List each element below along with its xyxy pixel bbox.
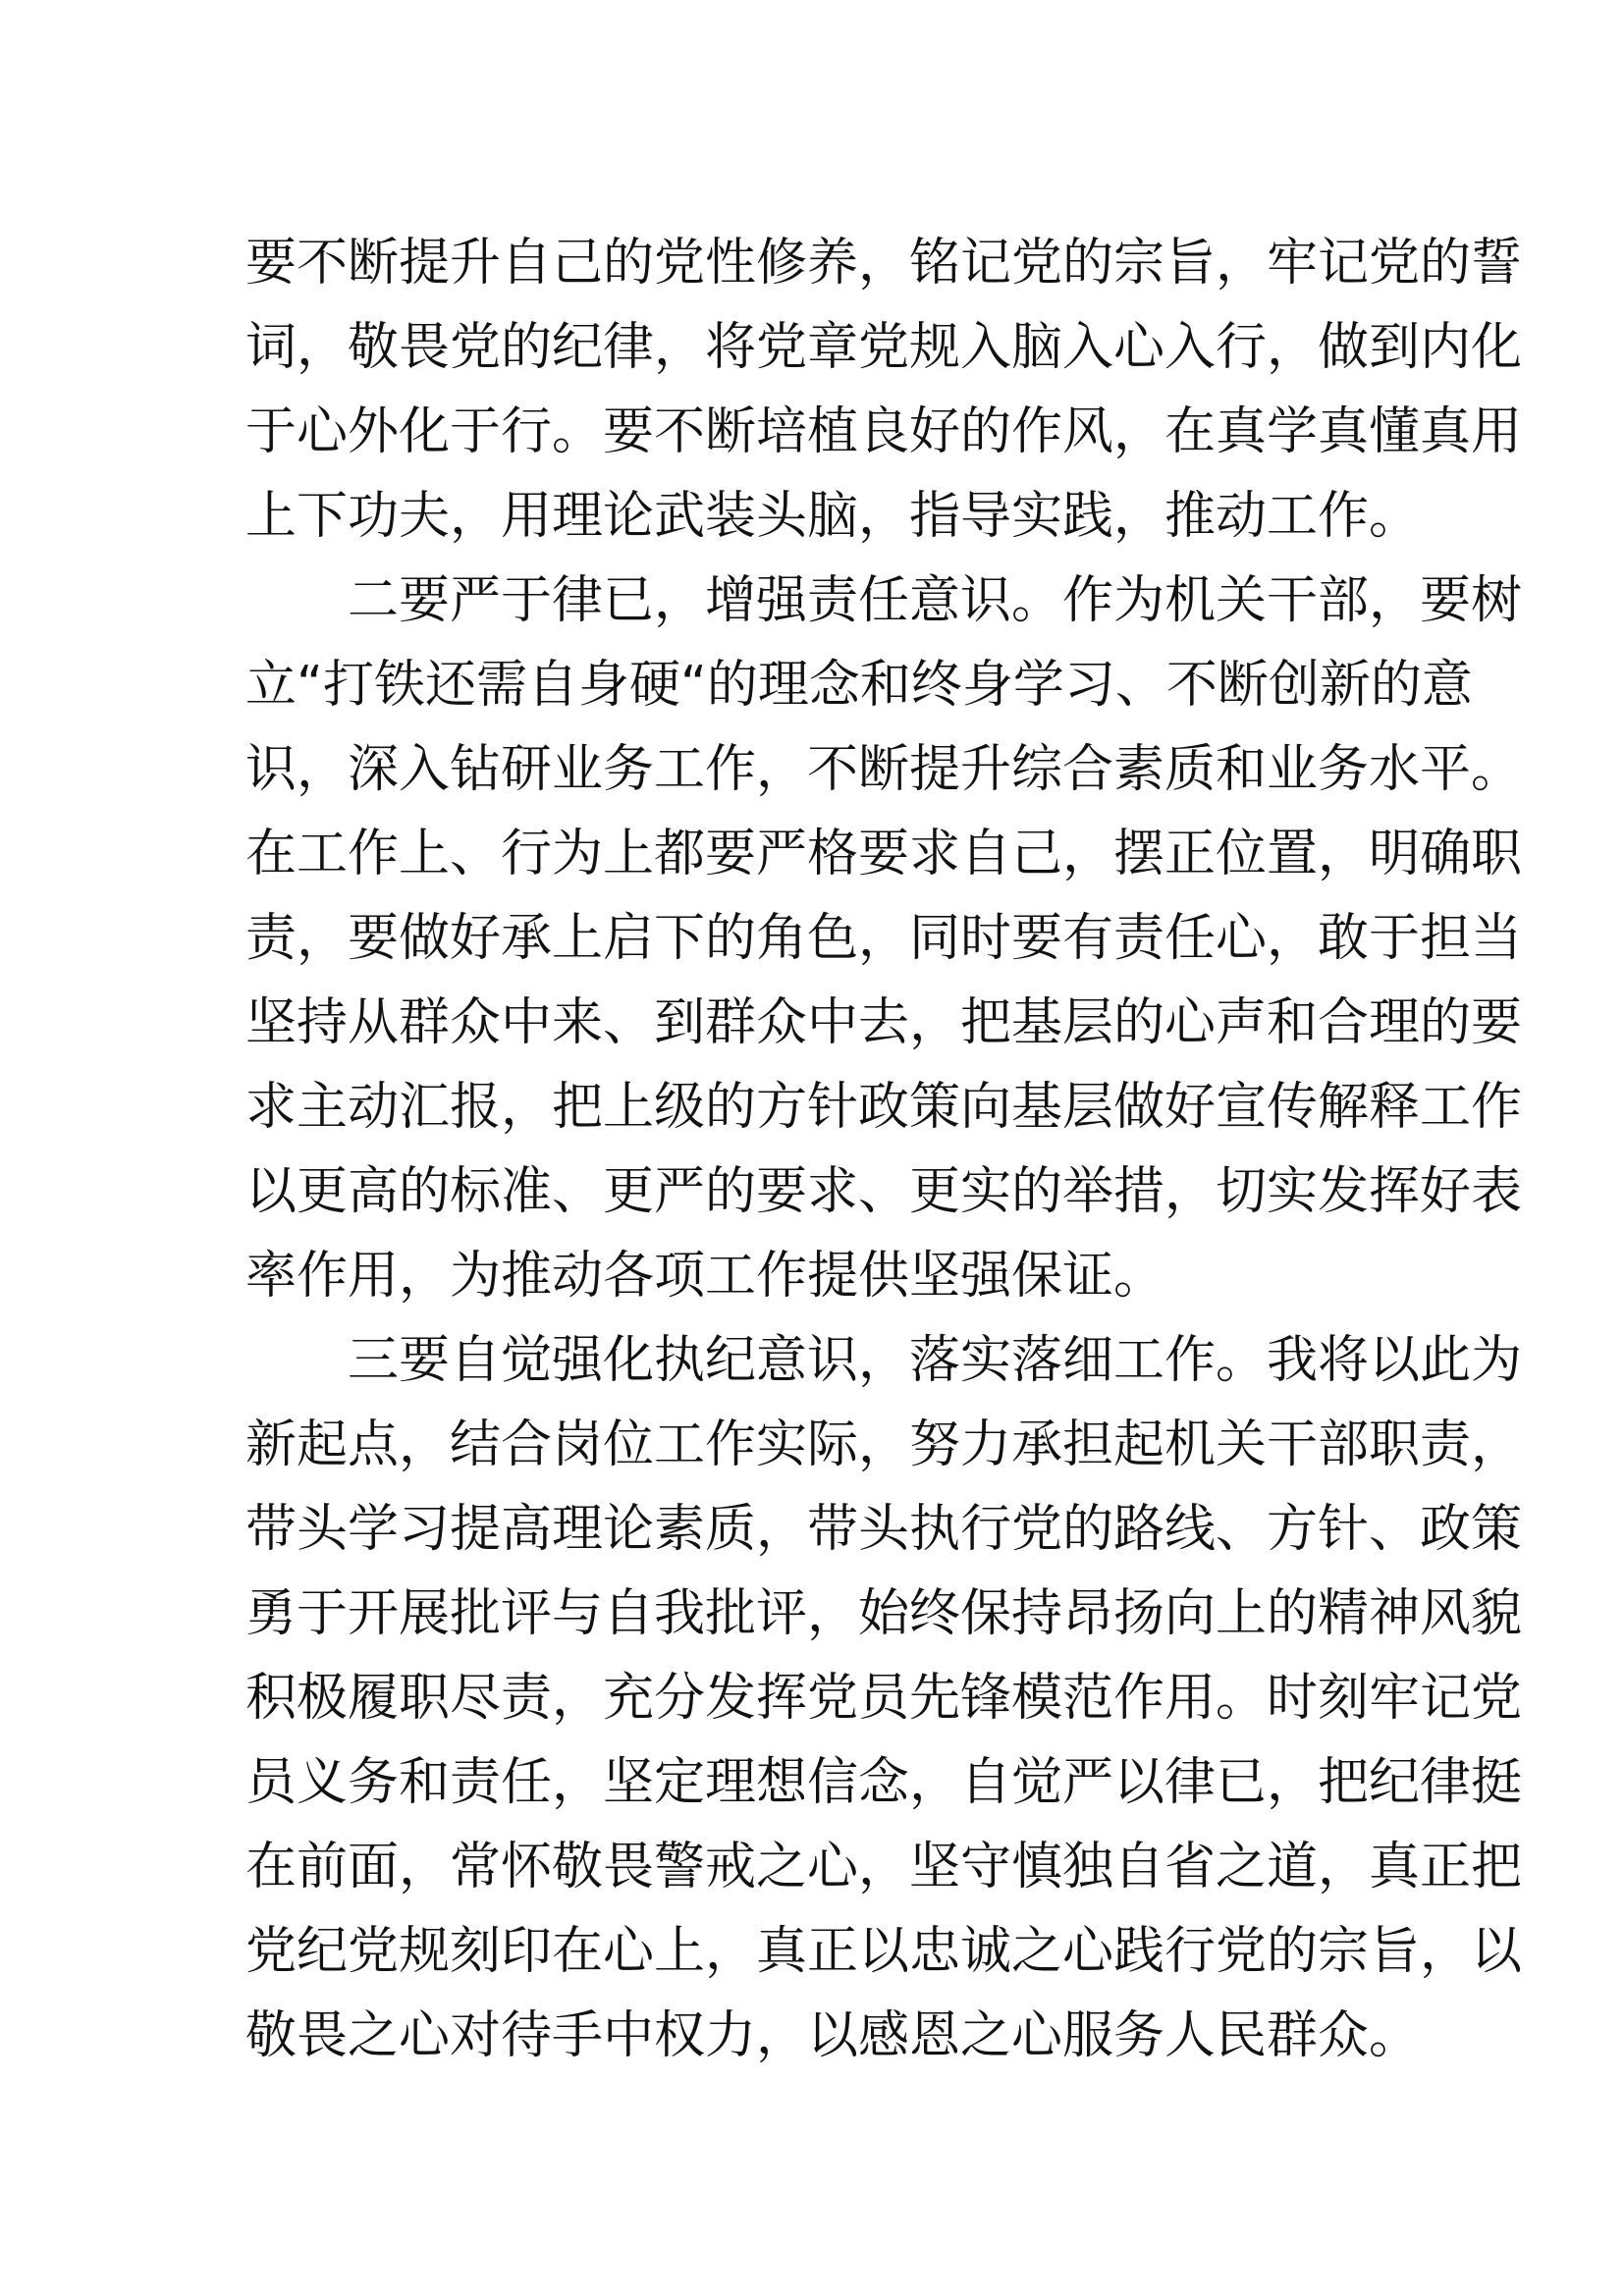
text-line: 率作用，为推动各项工作提供坚强保证。 — [245, 1247, 1165, 1306]
text-line: 立“打铁还需自身硬“的理念和终身学习、不断创新的意 — [245, 656, 1473, 715]
text-line: 词，敬畏党的纪律，将党章党规入脑入心入行，做到内化 — [245, 318, 1523, 377]
paragraph-three-start: 三要自觉强化执纪意识，落实落细工作。我将以此为 — [245, 1331, 1523, 1390]
body-text — [245, 221, 1523, 2078]
text-line: 坚持从群众中来、到群众中去，把基层的心声和合理的要 — [245, 993, 1523, 1052]
text-line: 在前面，常怀敬畏警戒之心，坚守慎独自省之道，真正把 — [245, 1838, 1523, 1896]
text-line: 带头学习提高理论素质，带头执行党的路线、方针、政策 — [245, 1500, 1523, 1559]
text-line: 上下功夫，用理论武装头脑，指导实践，推动工作。 — [245, 487, 1421, 546]
text-line: 于心外化于行。要不断培植良好的作风，在真学真懂真用 — [245, 402, 1523, 461]
text-line: 识，深入钻研业务工作，不断提升综合素质和业务水平。 — [245, 740, 1523, 799]
text-line: 勇于开展批评与自我批评，始终保持昂扬向上的精神风貌 — [245, 1584, 1523, 1643]
text-line: 以更高的标准、更严的要求、更实的举措，切实发挥好表 — [245, 1162, 1523, 1221]
text-line: 新起点，结合岗位工作实际，努力承担起机关干部职责， — [245, 1415, 1523, 1474]
text-line: 在工作上、行为上都要严格要求自己，摆正位置，明确职 — [245, 825, 1523, 883]
text-line: 要不断提升自己的党性修养，铭记党的宗旨，牢记党的誓 — [245, 234, 1523, 293]
paragraph-two-start: 二要严于律已，增强责任意识。作为机关干部，要树 — [245, 571, 1523, 630]
text-line: 求主动汇报，把上级的方针政策向基层做好宣传解释工作 — [245, 1078, 1523, 1137]
text-line: 积极履职尽责，充分发挥党员先锋模范作用。时刻牢记党 — [245, 1669, 1523, 1728]
text-line: 党纪党规刻印在心上，真正以忠诚之心践行党的宗旨，以 — [245, 1922, 1523, 1981]
text-line: 员义务和责任，坚定理想信念，自觉严以律已，把纪律挺 — [245, 1753, 1523, 1812]
text-line: 敬畏之心对待手中权力，以感恩之心服务人民群众。 — [245, 2006, 1421, 2065]
text-line: 责，要做好承上启下的角色，同时要有责任心，敢于担当 — [245, 909, 1523, 968]
